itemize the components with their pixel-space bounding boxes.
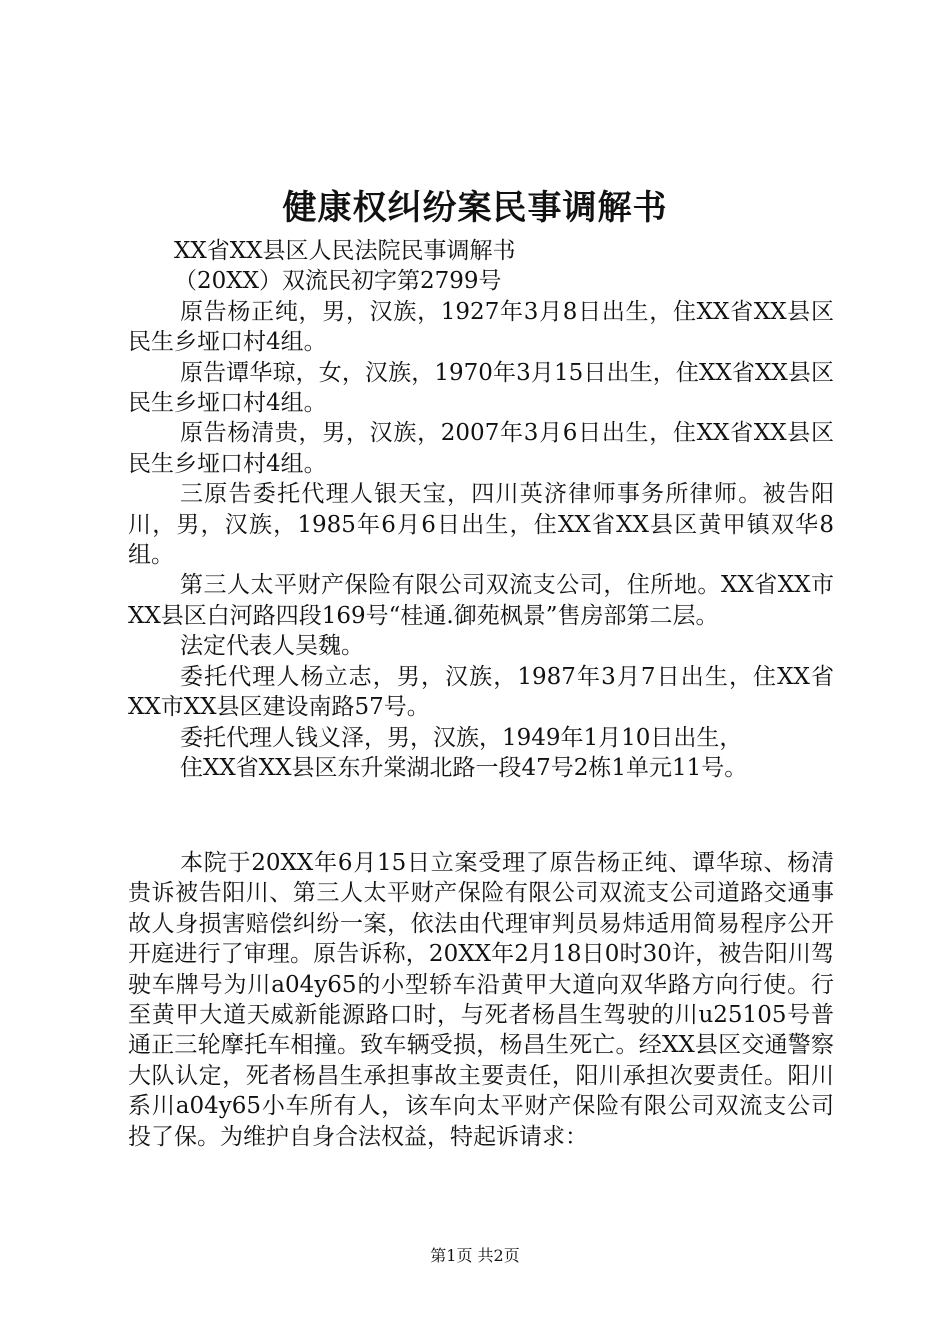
plaintiff-agent: 三原告委托代理人银天宝，四川英济律师事务所律师。被告阳川，男，汉族，1985年6月6日出生，住XX省XX县区黄甲镇双华8组。 (128, 481, 834, 569)
case-number: （20XX）双流民初字第2799号 (174, 268, 502, 295)
agent-2-address: 住XX省XX县区东升棠湖北路一段47号2栋1单元11号。 (180, 754, 748, 781)
agent-2: 委托代理人钱义泽，男，汉族，1949年1月10日出生， (180, 724, 743, 751)
court-name: XX省XX县区人民法院民事调解书 (174, 238, 516, 264)
agent-1: 委托代理人杨立志，男，汉族，1987年3月7日出生，住XX省XX市XX县区建设南路57号。 (128, 663, 834, 721)
document-title: 健康权纠纷案民事调解书 (282, 188, 668, 228)
plaintiff-3: 原告杨清贵，男，汉族，2007年3月6日出生，住XX省XX县区民生乡垭口村4组。 (128, 420, 834, 477)
legal-representative: 法定代表人吴魏。 (180, 633, 364, 660)
plaintiff-1: 原告杨正纯，男，汉族，1927年3月8日出生，住XX省XX县区民生乡垭口村4组。 (128, 298, 834, 356)
page-number: 第1页 共2页 (430, 1246, 520, 1265)
main-section (128, 848, 834, 1152)
plaintiff-2: 原告谭华琼，女，汉族，1970年3月15日出生，住XX省XX县区民生乡垭口村4组。 (128, 359, 834, 417)
case-narrative: 本院于20XX年6月15日立案受理了原告杨正纯、谭华琼、杨清贵诉被告阳川、第三人太平财产保险有限公司双流支公司道路交通事故人身损害赔偿纠纷一案，依法由代理审判员易炜适用简易程序公开开庭进行了审理。原告诉称，20XX年2月18日0时30许，被告阳川驾驶车牌号为川a04y65的小型轿车沿黄甲大道向双华路方向行使。行至黄甲大道天威新能源路口时，与死者杨昌生驾驶的川u25105号普通正三轮摩托车相撞。致车辆受损，杨昌生死亡。经XX县区交通警察大队认定，死者杨昌生承担事故主要责任，阳川承担次要责任。阳川系川a04y65小车所有人，该车向太平财产保险有限公司双流支公司投了保。为维护自身合法权益，特起诉请求： (128, 850, 834, 1150)
third-party: 第三人太平财产保险有限公司双流支公司，住所地。XX省XX市XX县区白河路四段169号“桂通.御苑枫景”售房部第二层。 (128, 572, 834, 629)
header-section (128, 236, 834, 783)
